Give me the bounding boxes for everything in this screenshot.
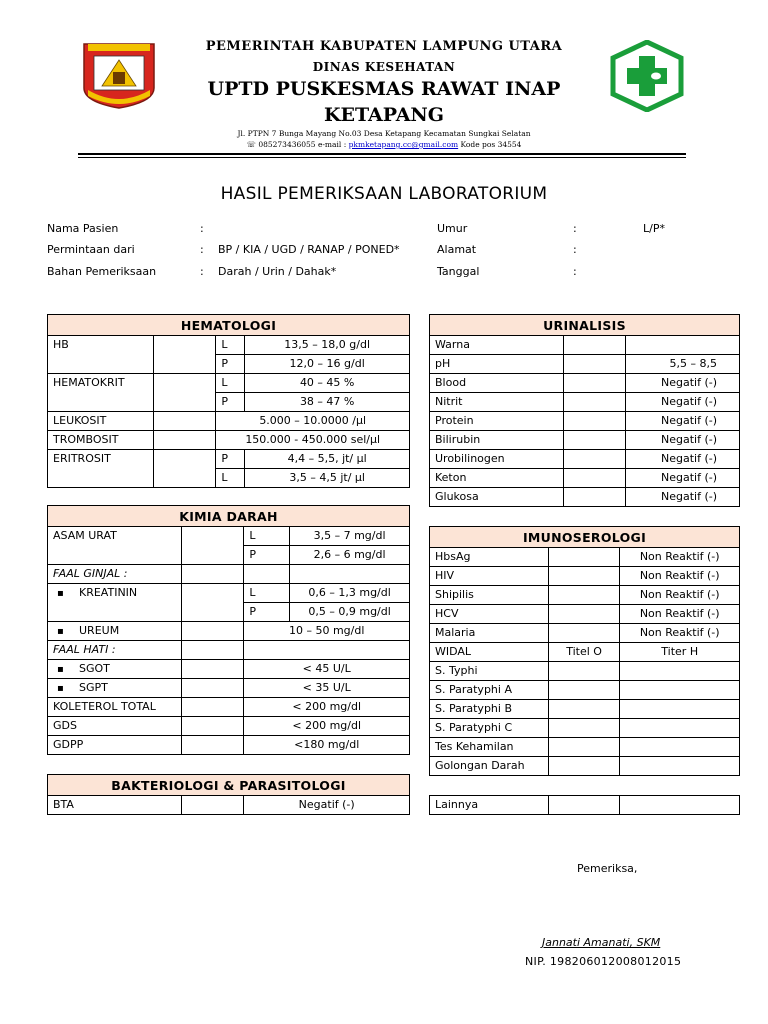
- result-cell[interactable]: [620, 700, 740, 719]
- table-row: [430, 374, 740, 393]
- empty-cell: [244, 641, 410, 660]
- result-cell[interactable]: [181, 736, 244, 755]
- reference-value: < 200 mg/dl: [244, 698, 410, 717]
- reference-value: Negatif (-): [626, 469, 740, 488]
- result-cell[interactable]: [548, 700, 620, 719]
- test-name: S. Typhi: [430, 662, 549, 681]
- test-name: BTA: [48, 796, 182, 815]
- value-permintaan: BP / KIA / UGD / RANAP / PONED*: [218, 243, 400, 256]
- result-cell[interactable]: [620, 681, 740, 700]
- examiner-label: Pemeriksa,: [577, 862, 638, 875]
- reference-value: 38 – 47 %: [245, 393, 410, 412]
- header-email-link[interactable]: pkmketapang.cc@gmail.com: [348, 140, 459, 149]
- result-cell[interactable]: [181, 641, 244, 660]
- table-row: [430, 431, 740, 450]
- test-name: pH: [430, 355, 564, 374]
- reference-value: 13,5 – 18,0 g/dl: [245, 336, 410, 355]
- test-name: WIDAL: [430, 643, 549, 662]
- test-name: [48, 622, 182, 641]
- test-name: S. Paratyphi A: [430, 681, 549, 700]
- empty-cell: [290, 565, 410, 584]
- table-row: [48, 698, 410, 717]
- table-row: [430, 738, 740, 757]
- reference-value: Negatif (-): [244, 796, 410, 815]
- reference-value: Negatif (-): [626, 374, 740, 393]
- lainnya-table: [429, 795, 740, 815]
- result-cell[interactable]: [153, 431, 216, 450]
- table-row: [430, 355, 740, 374]
- label-alamat: Alamat: [437, 243, 477, 256]
- result-cell[interactable]: [620, 662, 740, 681]
- table-row: [48, 336, 410, 355]
- result-cell[interactable]: [548, 548, 620, 567]
- test-name: [48, 584, 182, 622]
- table-row: [430, 488, 740, 507]
- result-cell[interactable]: [563, 488, 626, 507]
- result-cell[interactable]: [548, 567, 620, 586]
- puskesmas-logo-icon: [608, 40, 686, 112]
- table-row: [430, 450, 740, 469]
- sex-label: P: [216, 355, 245, 374]
- result-cell[interactable]: [548, 586, 620, 605]
- reference-value: 0,5 – 0,9 mg/dl: [290, 603, 410, 622]
- table-row: [430, 336, 740, 355]
- value-bahan: Darah / Urin / Dahak*: [218, 265, 337, 278]
- reference-value: <180 mg/dl: [244, 736, 410, 755]
- reference-value: Negatif (-): [626, 412, 740, 431]
- header-postal: Kode pos 34554: [458, 140, 522, 149]
- reference-value: < 35 U/L: [244, 679, 410, 698]
- document-title: HASIL PEMERIKSAAN LABORATORIUM: [220, 184, 548, 204]
- test-name: Blood: [430, 374, 564, 393]
- result-cell[interactable]: [620, 796, 740, 815]
- bullet-item: ▪ SGOT: [53, 662, 110, 675]
- table-row: [430, 681, 740, 700]
- test-name: Golongan Darah: [430, 757, 549, 776]
- kimia-darah-table: [47, 505, 410, 755]
- reference-value: 12,0 – 16 g/dl: [245, 355, 410, 374]
- result-cell[interactable]: [181, 584, 244, 622]
- sex-label: P: [244, 546, 290, 565]
- reference-value: Non Reaktif (-): [620, 548, 740, 567]
- reference-value: [626, 336, 740, 355]
- sex-label: L: [216, 374, 245, 393]
- test-name: [48, 660, 182, 679]
- hematologi-title: HEMATOLOGI: [48, 315, 410, 336]
- table-row: [48, 641, 410, 660]
- test-name: Bilirubin: [430, 431, 564, 450]
- bullet-item: ▪ UREUM: [53, 624, 119, 637]
- result-cell[interactable]: [181, 679, 244, 698]
- reference-value: 3,5 – 4,5 jt/ µl: [245, 469, 410, 488]
- examiner-nip: NIP. 198206012008012015: [525, 955, 682, 968]
- reference-value: 4,4 – 5,5, jt/ µl: [245, 450, 410, 469]
- column-header-titer-h: Titer H: [620, 643, 740, 662]
- colon: :: [200, 243, 204, 256]
- test-name: ERITROSIT: [48, 450, 154, 488]
- reference-value: < 45 U/L: [244, 660, 410, 679]
- test-name: GDPP: [48, 736, 182, 755]
- table-row: [430, 643, 740, 662]
- header-institution: UPTD PUSKESMAS RAWAT INAP: [207, 78, 561, 100]
- result-cell[interactable]: [620, 738, 740, 757]
- sex-label: P: [216, 393, 245, 412]
- bullet-item: ▪ SGPT: [53, 681, 108, 694]
- test-name: Shipilis: [430, 586, 549, 605]
- hematologi-table: [47, 314, 410, 488]
- result-cell[interactable]: [563, 450, 626, 469]
- result-cell[interactable]: [181, 698, 244, 717]
- label-tanggal: Tanggal: [437, 265, 480, 278]
- label-nama-pasien: Nama Pasien: [47, 222, 119, 235]
- result-cell[interactable]: [181, 796, 244, 815]
- test-name: LEUKOSIT: [48, 412, 154, 431]
- table-row: [48, 412, 410, 431]
- bakteriologi-table: [47, 774, 410, 815]
- bakteriologi-title: BAKTERIOLOGI & PARASITOLOGI: [48, 775, 410, 796]
- test-name: Glukosa: [430, 488, 564, 507]
- result-cell[interactable]: [153, 336, 216, 374]
- reference-value: 3,5 – 7 mg/dl: [290, 527, 410, 546]
- test-name: GDS: [48, 717, 182, 736]
- header-address: Jl. PTPN 7 Bunga Mayang No.03 Desa Ketapang Kecamatan Sungkai Selatan: [237, 129, 531, 138]
- result-cell[interactable]: [563, 469, 626, 488]
- table-row: [430, 567, 740, 586]
- test-name: Nitrit: [430, 393, 564, 412]
- result-cell[interactable]: [548, 662, 620, 681]
- colon: :: [573, 265, 577, 278]
- section-label-faal-ginjal: FAAL GINJAL :: [48, 565, 182, 584]
- test-name: Keton: [430, 469, 564, 488]
- reference-value: Negatif (-): [626, 393, 740, 412]
- reference-value: Non Reaktif (-): [620, 624, 740, 643]
- bullet-item: ▪ KREATININ: [53, 586, 137, 599]
- result-cell[interactable]: [181, 527, 244, 565]
- reference-value: Non Reaktif (-): [620, 586, 740, 605]
- reference-value: 5.000 – 10.0000 /µl: [216, 412, 410, 431]
- table-row: [48, 584, 410, 603]
- label-bahan: Bahan Pemeriksaan: [47, 265, 157, 278]
- test-name: TROMBOSIT: [48, 431, 154, 450]
- table-row: [48, 679, 410, 698]
- label-umur: Umur: [437, 222, 468, 235]
- table-row: [430, 412, 740, 431]
- table-row: [430, 393, 740, 412]
- label-permintaan: Permintaan dari: [47, 243, 135, 256]
- test-name: HB: [48, 336, 154, 374]
- table-row: [48, 565, 410, 584]
- table-row: [430, 469, 740, 488]
- section-label-faal-hati: FAAL HATI :: [48, 641, 182, 660]
- empty-cell: [244, 565, 290, 584]
- test-name: Protein: [430, 412, 564, 431]
- urinalisis-title: URINALISIS: [430, 315, 740, 336]
- result-cell[interactable]: [153, 374, 216, 412]
- result-cell[interactable]: [620, 719, 740, 738]
- result-cell[interactable]: [548, 738, 620, 757]
- test-name: S. Paratyphi C: [430, 719, 549, 738]
- result-cell[interactable]: [181, 622, 244, 641]
- result-cell[interactable]: [548, 719, 620, 738]
- test-name: HIV: [430, 567, 549, 586]
- reference-value: < 200 mg/dl: [244, 717, 410, 736]
- table-row: [430, 624, 740, 643]
- column-header-titel-o: Titel O: [548, 643, 620, 662]
- reference-value: Non Reaktif (-): [620, 605, 740, 624]
- test-name: KOLETEROL TOTAL: [48, 698, 182, 717]
- colon: :: [200, 265, 204, 278]
- colon: :: [573, 243, 577, 256]
- reference-value: Negatif (-): [626, 431, 740, 450]
- result-cell[interactable]: [548, 757, 620, 776]
- examiner-name: Jannati Amanati, SKM: [542, 936, 661, 949]
- reference-value: 150.000 - 450.000 sel/µl: [216, 431, 410, 450]
- result-cell[interactable]: [548, 605, 620, 624]
- reference-value: 2,6 – 6 mg/dl: [290, 546, 410, 565]
- sex-label: L: [216, 469, 245, 488]
- table-row: [48, 796, 410, 815]
- table-row: [430, 548, 740, 567]
- test-name: Tes Kehamilan: [430, 738, 549, 757]
- sex-label: L: [216, 336, 245, 355]
- result-cell[interactable]: [563, 374, 626, 393]
- test-name: [48, 679, 182, 698]
- table-row: [48, 450, 410, 469]
- table-row: [430, 586, 740, 605]
- test-name: ASAM URAT: [48, 527, 182, 565]
- reference-value: 40 – 45 %: [245, 374, 410, 393]
- table-row: [430, 719, 740, 738]
- table-row: [48, 660, 410, 679]
- test-name: Warna: [430, 336, 564, 355]
- table-row: [48, 431, 410, 450]
- header-rule-thick: [78, 153, 686, 155]
- sex-label: P: [244, 603, 290, 622]
- table-row: [48, 717, 410, 736]
- header-phone: 085273436055 e-mail :: [258, 140, 349, 149]
- table-row: [48, 374, 410, 393]
- result-cell[interactable]: [153, 412, 216, 431]
- value-lp: L/P*: [643, 222, 665, 235]
- sex-label: L: [244, 584, 290, 603]
- table-row: [48, 622, 410, 641]
- result-cell[interactable]: [548, 681, 620, 700]
- table-row: [430, 605, 740, 624]
- result-cell[interactable]: [548, 796, 620, 815]
- test-name: Urobilinogen: [430, 450, 564, 469]
- result-cell[interactable]: [548, 624, 620, 643]
- result-cell[interactable]: [620, 757, 740, 776]
- table-row: [430, 700, 740, 719]
- result-cell[interactable]: [563, 355, 626, 374]
- test-name: HCV: [430, 605, 549, 624]
- test-name: Malaria: [430, 624, 549, 643]
- table-row: [430, 757, 740, 776]
- table-row: [48, 527, 410, 546]
- result-cell[interactable]: [181, 660, 244, 679]
- kimia-darah-title: KIMIA DARAH: [48, 506, 410, 527]
- sex-label: L: [244, 527, 290, 546]
- test-name: Lainnya: [430, 796, 549, 815]
- header-rule-thin: [78, 157, 686, 158]
- reference-value: 0,6 – 1,3 mg/dl: [290, 584, 410, 603]
- header-department: DINAS KESEHATAN: [312, 60, 456, 74]
- colon: :: [200, 222, 204, 235]
- reference-value: Non Reaktif (-): [620, 567, 740, 586]
- test-name: S. Paratyphi B: [430, 700, 549, 719]
- result-cell[interactable]: [563, 336, 626, 355]
- sex-label: P: [216, 450, 245, 469]
- urinalisis-table: [429, 314, 740, 507]
- imunoserologi-title: IMUNOSEROLOGI: [430, 527, 740, 548]
- reference-value: 5,5 – 8,5: [626, 355, 740, 374]
- result-cell[interactable]: [563, 412, 626, 431]
- result-cell[interactable]: [563, 431, 626, 450]
- reference-value: Negatif (-): [626, 488, 740, 507]
- colon: :: [573, 222, 577, 235]
- table-row: [430, 796, 740, 815]
- result-cell[interactable]: [181, 565, 244, 584]
- imunoserologi-table: [429, 526, 740, 776]
- table-row: [430, 662, 740, 681]
- phone-icon: ☏: [246, 140, 256, 149]
- result-cell[interactable]: [181, 717, 244, 736]
- header-location: KETAPANG: [323, 104, 445, 126]
- test-name: HbsAg: [430, 548, 549, 567]
- test-name: HEMATOKRIT: [48, 374, 154, 412]
- reference-value: 10 – 50 mg/dl: [244, 622, 410, 641]
- reference-value: Negatif (-): [626, 450, 740, 469]
- header-contact: [0, 140, 768, 149]
- result-cell[interactable]: [153, 450, 216, 488]
- result-cell[interactable]: [563, 393, 626, 412]
- table-row: [48, 736, 410, 755]
- header-government: PEMERINTAH KABUPATEN LAMPUNG UTARA: [205, 39, 563, 54]
